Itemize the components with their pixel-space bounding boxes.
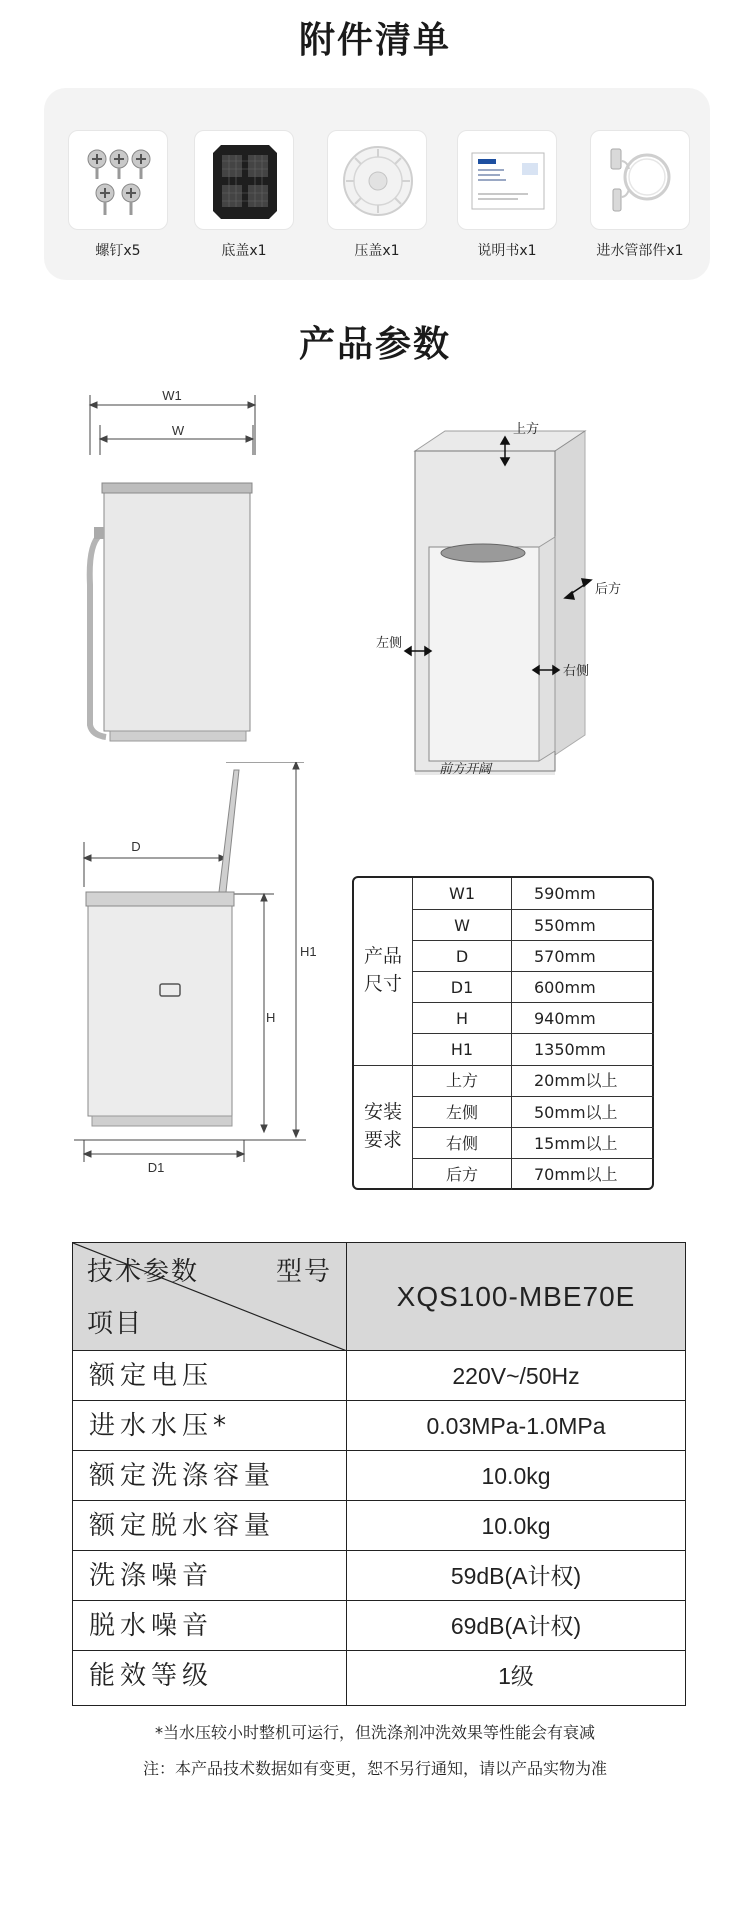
size-key: H [412, 1003, 512, 1034]
tech-spec-row [73, 1651, 685, 1705]
size-value: 70mm以上 [534, 1165, 618, 1184]
accessory-label: 底盖x1 [221, 243, 267, 259]
dim-label-w: W [171, 423, 185, 438]
tech-spec-table [72, 1242, 686, 1706]
size-value: 590mm [534, 884, 596, 903]
accessory-item-bottom-cover [184, 130, 304, 260]
tech-spec-header-corner [73, 1243, 347, 1350]
size-value: 1350mm [534, 1040, 606, 1059]
tech-spec-row [73, 1501, 685, 1551]
size-key: H1 [412, 1034, 512, 1065]
accessory-label: 压盖x1 [354, 243, 400, 259]
model-number: XQS100-MBE70E [347, 1243, 685, 1350]
size-row [412, 1127, 654, 1159]
size-row [412, 878, 654, 910]
size-value: 15mm以上 [534, 1134, 618, 1153]
spec-key: 进水水压* [73, 1401, 347, 1450]
accessory-item-manual [447, 130, 567, 260]
tech-spec-row [73, 1351, 685, 1401]
front-view-diagram [70, 385, 270, 750]
accessories-title: 附件清单 [298, 20, 451, 61]
tech-spec-row [73, 1551, 685, 1601]
accessory-item-screws [58, 130, 178, 260]
spec-key: 能效等级 [73, 1651, 347, 1705]
size-group-label-product [354, 942, 412, 998]
size-value: 550mm [534, 916, 596, 935]
inlet-hose-icon [590, 130, 690, 230]
spec-value: 0.03MPa-1.0MPa [426, 1413, 606, 1439]
size-key: W [412, 910, 512, 941]
size-table [352, 876, 654, 1190]
install-label-back: 后方 [595, 582, 622, 597]
accessory-label: 螺钉x5 [95, 243, 141, 259]
size-value: 570mm [534, 947, 596, 966]
size-key: 后方 [412, 1159, 512, 1190]
size-key: 上方 [412, 1065, 512, 1097]
tech-spec-row [73, 1451, 685, 1501]
size-value: 20mm以上 [534, 1071, 618, 1090]
size-row [412, 1033, 654, 1065]
install-label-left: 左侧 [376, 636, 403, 651]
install-space-diagram [375, 405, 695, 775]
size-key: 左侧 [412, 1097, 512, 1128]
header-label-item: 项目 [87, 1309, 144, 1339]
pressure-cover-icon [327, 130, 427, 230]
size-row [412, 1065, 654, 1097]
size-row [412, 909, 654, 941]
spec-key: 额定脱水容量 [73, 1501, 347, 1550]
size-row [412, 1002, 654, 1034]
install-label-top: 上方 [513, 422, 540, 437]
spec-value: 10.0kg [481, 1513, 551, 1539]
screws-icon [68, 130, 168, 230]
header-label-model: 型号 [275, 1257, 332, 1287]
spec-value: 1级 [498, 1663, 534, 1689]
spec-key: 额定洗涤容量 [73, 1451, 347, 1500]
note-disclaimer: 注：本产品技术数据如有变更，恕不另行通知，请以产品实物为准 [142, 1759, 607, 1778]
size-row [412, 971, 654, 1003]
dim-label-w1: W1 [162, 388, 182, 403]
size-key: D1 [412, 972, 512, 1003]
accessories-panel [44, 88, 710, 280]
spec-value: 69dB(A计权) [450, 1613, 582, 1639]
install-label-right: 右侧 [563, 664, 590, 679]
dim-label-h: H [266, 1010, 276, 1025]
params-title: 产品参数 [298, 324, 451, 365]
size-group-label-line: 产品 [363, 945, 402, 967]
note-water-pressure: *当水压较小时整机可运行，但洗涤剂冲洗效果等性能会有衰减 [154, 1723, 595, 1742]
accessory-label: 进水管部件x1 [596, 243, 684, 259]
dim-label-h1: H1 [300, 944, 317, 959]
size-key: D [412, 941, 512, 972]
install-label-front: 前方开阔 [439, 762, 492, 775]
size-row [412, 1158, 654, 1190]
size-group-label-line: 安装 [363, 1101, 402, 1123]
spec-key: 额定电压 [73, 1351, 347, 1400]
spec-value: 220V~/50Hz [452, 1363, 580, 1389]
accessory-item-inlet-hose [580, 130, 700, 260]
size-value: 50mm以上 [534, 1103, 618, 1122]
spec-key: 洗涤噪音 [73, 1551, 347, 1600]
accessory-item-pressure-cover [317, 130, 437, 260]
tech-spec-header [73, 1243, 685, 1351]
size-key: W1 [412, 878, 512, 910]
size-value: 940mm [534, 1009, 596, 1028]
spec-value: 59dB(A计权) [450, 1563, 582, 1589]
dim-label-d: D [131, 839, 141, 854]
dim-label-d1: D1 [147, 1160, 165, 1175]
size-group-label-line: 尺寸 [363, 973, 402, 995]
header-label-tech-params: 技术参数 [87, 1257, 200, 1287]
size-row [412, 1096, 654, 1128]
size-group-label-line: 要求 [363, 1129, 402, 1151]
size-row [412, 940, 654, 972]
spec-key: 脱水噪音 [73, 1601, 347, 1650]
side-view-diagram [74, 762, 344, 1182]
size-key: 右侧 [412, 1128, 512, 1159]
bottom-cover-icon [194, 130, 294, 230]
tech-spec-row [73, 1601, 685, 1651]
spec-value: 10.0kg [481, 1463, 551, 1489]
tech-spec-row [73, 1401, 685, 1451]
accessory-label: 说明书x1 [477, 243, 537, 259]
size-group-label-install [354, 1098, 412, 1154]
manual-icon [457, 130, 557, 230]
size-value: 600mm [534, 978, 596, 997]
